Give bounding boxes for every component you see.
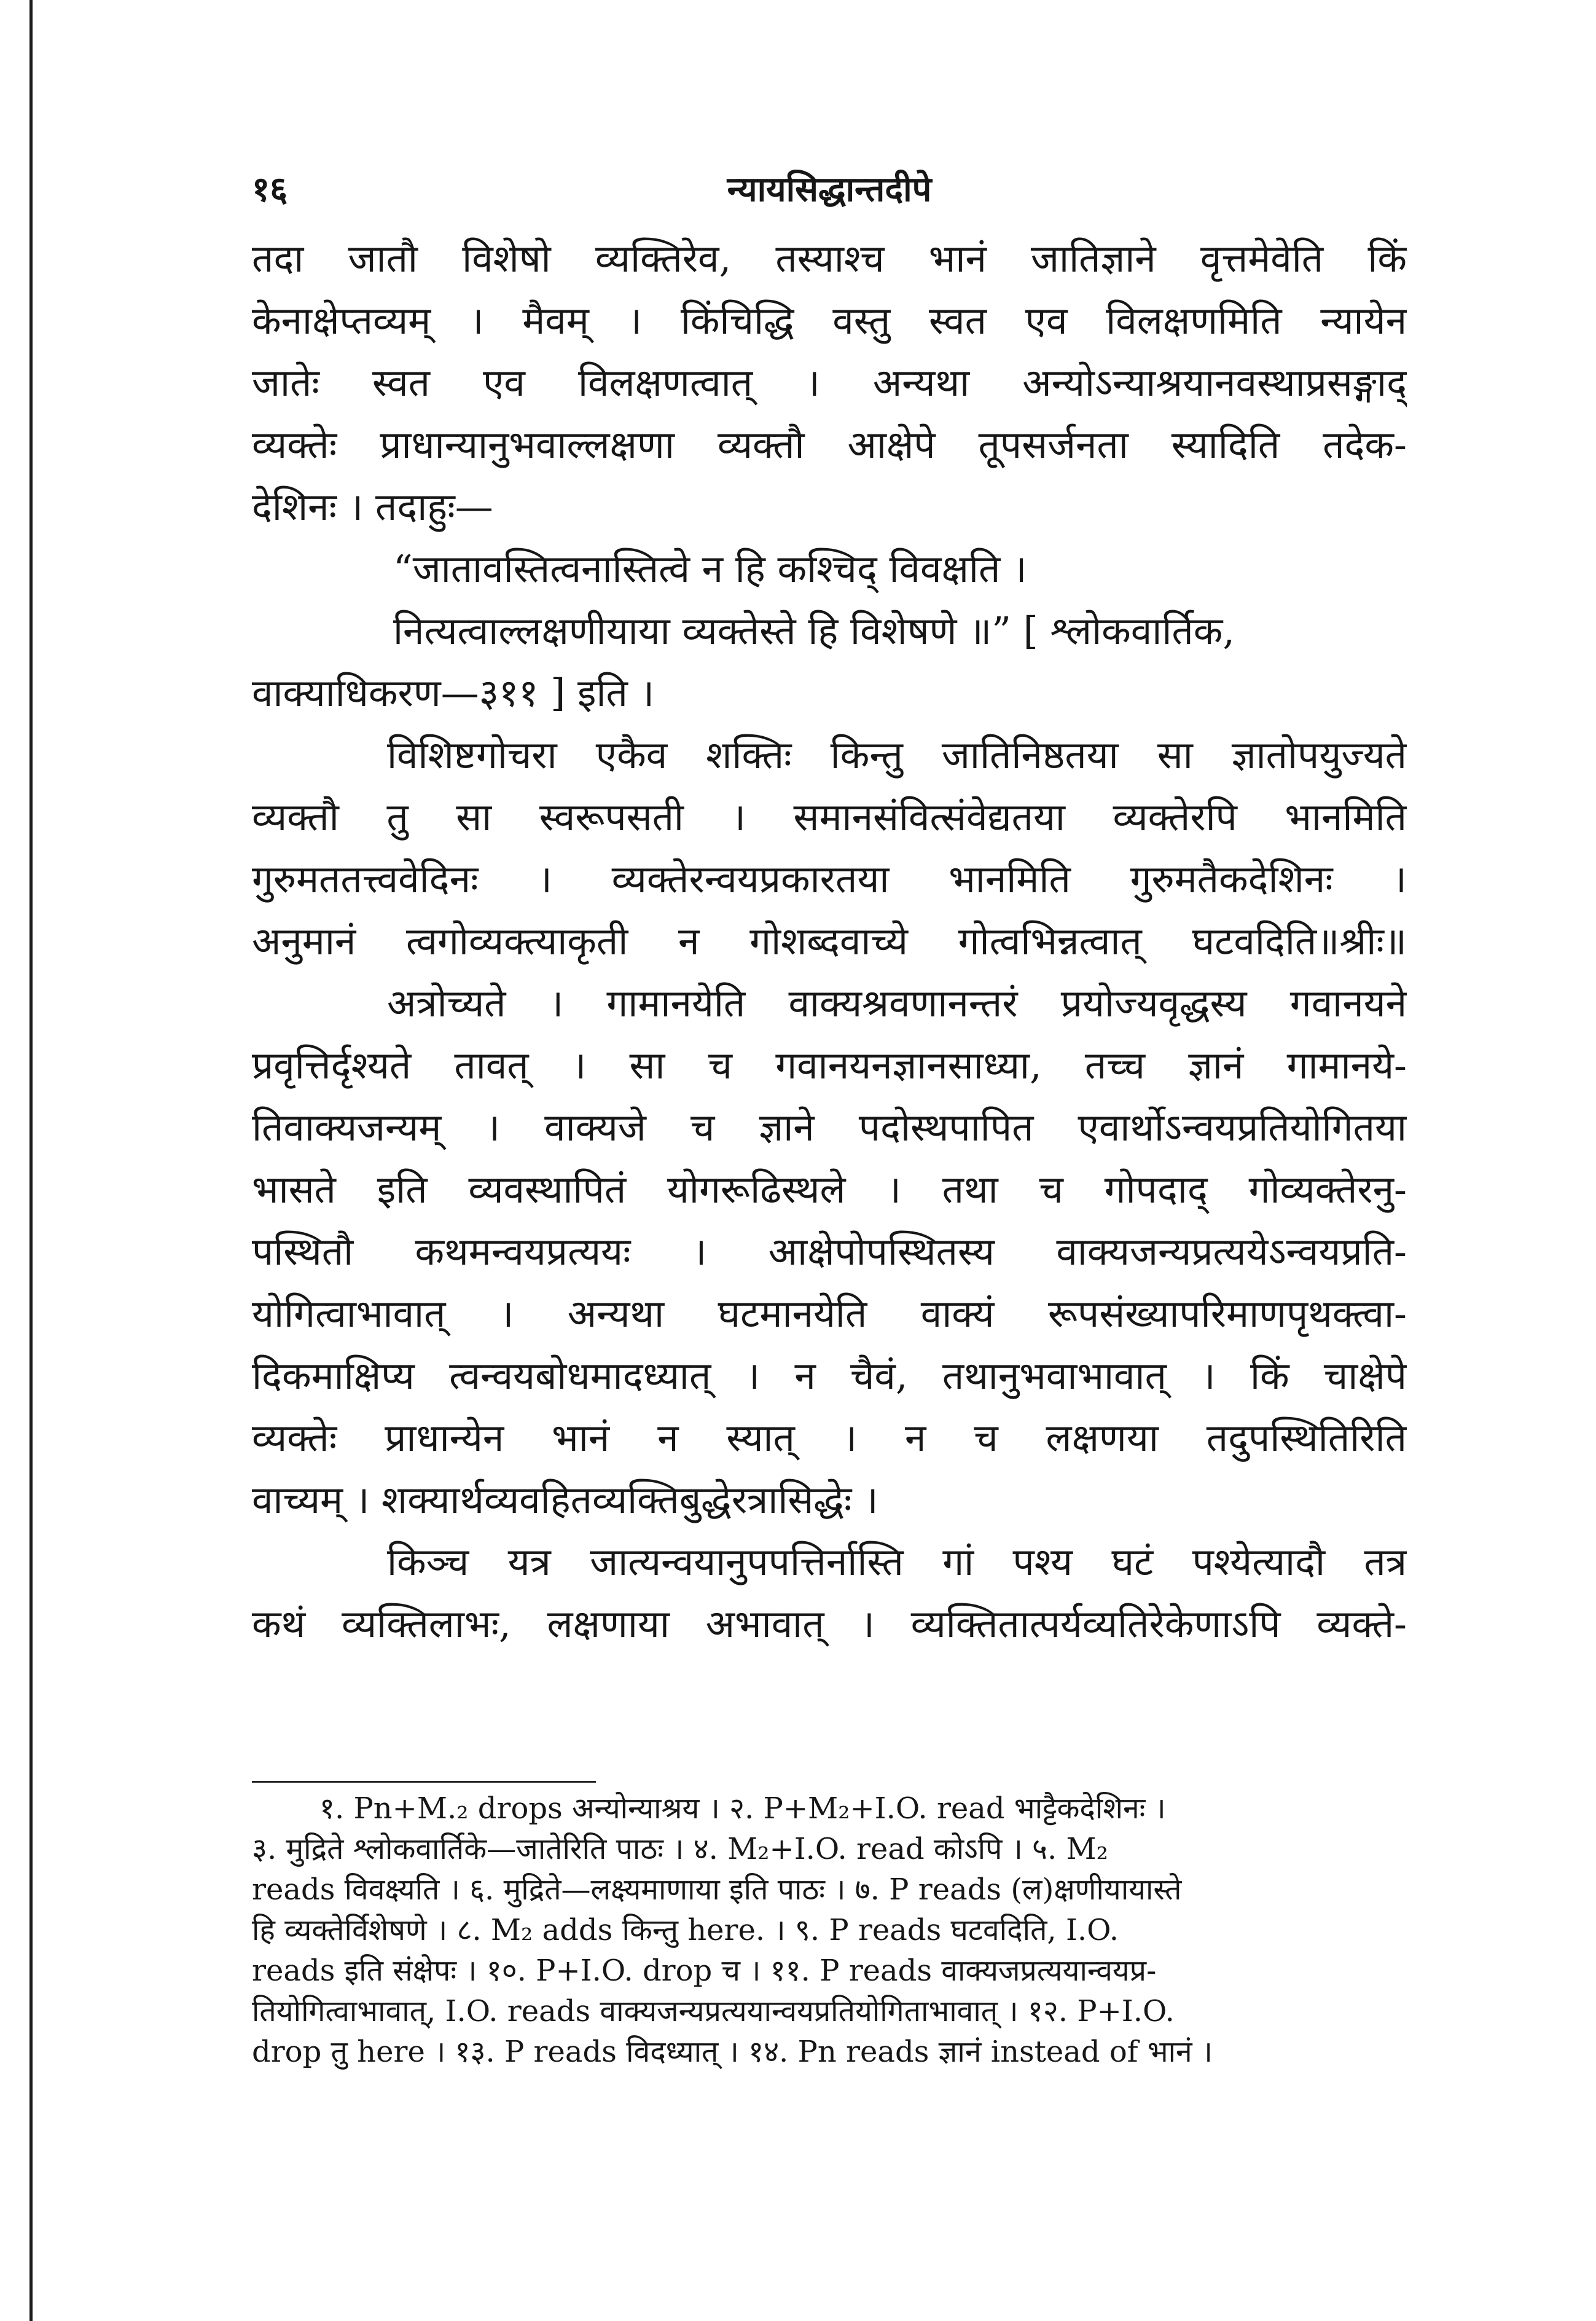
footnote-line: reads विवक्ष्यति । ६. मुद्रिते—लक्ष्यमाणाया इति पाठः । ७. P reads (ल)क्षणीयायास्ते bbox=[252, 1872, 1182, 1907]
text-line: अत्रोच्यते । गामानयेति वाक्यश्रवणानन्तरं प्रयोज्यवृद्धस्य गवानयने bbox=[387, 981, 1407, 1026]
footnotes bbox=[252, 1788, 1407, 2072]
verse-line: नित्यत्वाल्लक्षणीयाया व्यक्तेस्ते हि विशेषणे ॥” [ श्लोकवार्तिक, bbox=[393, 608, 1235, 653]
citation-line: वाक्याधिकरण—३११ ] इति । bbox=[252, 670, 655, 715]
text-line: विशिष्टगोचरा एकैव शक्तिः किन्तु जातिनिष्ठतया सा ज्ञातोपयुज्यते bbox=[387, 732, 1407, 777]
text-line: भासते इति व्यवस्थापितं योगरूढिस्थले । तथा च गोपदाद् गोव्यक्तेरनु- bbox=[252, 1167, 1407, 1212]
text-line: देशिनः । तदाहुः— bbox=[252, 484, 493, 529]
text-line: दिकमाक्षिप्य त्वन्वयबोधमादध्यात् । न चैवं, तथानुभवाभावात् । किं चाक्षेपे bbox=[252, 1353, 1407, 1398]
text-line: व्यक्तौ तु सा स्वरूपसती । समानसंवित्संवेद्यतया व्यक्तेरपि भानमिति bbox=[252, 795, 1407, 839]
verse-line: “जातावस्तित्वनास्तित्वे न हि कश्चिद् विवक्षति । bbox=[393, 546, 1027, 591]
text-line: वाच्यम् । शक्यार्थव्यवहितव्यक्तिबुद्धेरत्रासिद्धेः । bbox=[252, 1477, 878, 1522]
text-line: योगित्वाभावात् । अन्यथा घटमानयेति वाक्यं रूपसंख्यापरिमाणपृथक्त्वा- bbox=[252, 1291, 1407, 1336]
text-line: किञ्च यत्र जात्यन्वयानुपपत्तिर्नास्ति गां पश्य घटं पश्येत्यादौ तत्र bbox=[387, 1539, 1407, 1584]
page-edge bbox=[29, 0, 33, 2321]
text-line: जातेः स्वत एव विलक्षणत्वात् । अन्यथा अन्योऽन्याश्रयानवस्थाप्रसङ्गाद् bbox=[252, 360, 1407, 405]
footnote-line: तियोगित्वाभावात्, I.O. reads वाक्यजन्यप्रत्ययान्वयप्रतियोगिताभावात् । १२. P+I.O. bbox=[252, 1994, 1175, 2028]
footnote-line: reads इति संक्षेपः । १०. P+I.O. drop च । ११. P reads वाक्यजप्रत्ययान्वयप्र- bbox=[252, 1954, 1157, 1988]
footnote-line: ३. मुद्रिते श्लोकवार्तिके—जातेरिति पाठः । ४. M₂+I.O. read कोऽपि । ५. M₂ bbox=[252, 1832, 1108, 1866]
footnote-divider bbox=[252, 1781, 596, 1783]
footnote-line: १. Pn+M.₂ drops अन्योन्याश्रय । २. P+M₂+I.O. read भाट्टैकदेशिनः । bbox=[319, 1791, 1166, 1826]
page-number: १६ bbox=[252, 169, 288, 210]
text-line: केनाक्षेप्तव्यम् । मैवम् । किंचिद्धि वस्तु स्वत एव विलक्षणमिति न्यायेन bbox=[252, 298, 1407, 343]
running-title: न्यायसिद्धान्तदीपे bbox=[727, 169, 932, 210]
text-line: तिवाक्यजन्यम् । वाक्यजे च ज्ञाने पदोस्थपापित एवार्थोऽन्वयप्रतियोगितया bbox=[252, 1105, 1407, 1150]
text-line: पस्थितौ कथमन्वयप्रत्ययः । आक्षेपोपस्थितस्य वाक्यजन्यप्रत्ययेऽन्वयप्रति- bbox=[252, 1229, 1407, 1274]
text-line: प्रवृत्तिर्दृश्यते तावत् । सा च गवानयनज्ञानसाध्या, तच्च ज्ञानं गामानये- bbox=[252, 1043, 1407, 1088]
text-line: व्यक्तेः प्राधान्येन भानं न स्यात् । न च लक्षणया तदुपस्थितिरिति bbox=[252, 1415, 1407, 1460]
footnote-line: हि व्यक्तेर्विशेषणे । ८. M₂ adds किन्तु here. । ९. P reads घटवदिति, I.O. bbox=[252, 1913, 1119, 1947]
footnote-line: drop तु here । १३. P reads विदध्यात् । १४. Pn reads ज्ञानं instead of भानं । bbox=[252, 2035, 1213, 2069]
main-text bbox=[252, 227, 1407, 1655]
text-line: अनुमानं त्वगोव्यक्त्याकृती न गोशब्दवाच्ये गोत्वभिन्नत्वात् घटवदिति॥श्रीः॥ bbox=[252, 919, 1407, 964]
text-line: कथं व्यक्तिलाभः, लक्षणाया अभावात् । व्यक्तितात्पर्यव्यतिरेकेणाऽपि व्यक्ते- bbox=[252, 1601, 1407, 1646]
page-header bbox=[252, 165, 1407, 214]
text-line: व्यक्तेः प्राधान्यानुभवाल्लक्षणा व्यक्तौ आक्षेपे तूपसर्जनता स्यादिति तदेक- bbox=[252, 422, 1407, 467]
text-line: तदा जातौ विशेषो व्यक्तिरेव, तस्याश्च भानं जातिज्ञाने वृत्तमेवेति किं bbox=[252, 236, 1407, 281]
text-line: गुरुमततत्त्ववेदिनः । व्यक्तेरन्वयप्रकारतया भानमिति गुरुमतैकदेशिनः । bbox=[252, 857, 1407, 901]
